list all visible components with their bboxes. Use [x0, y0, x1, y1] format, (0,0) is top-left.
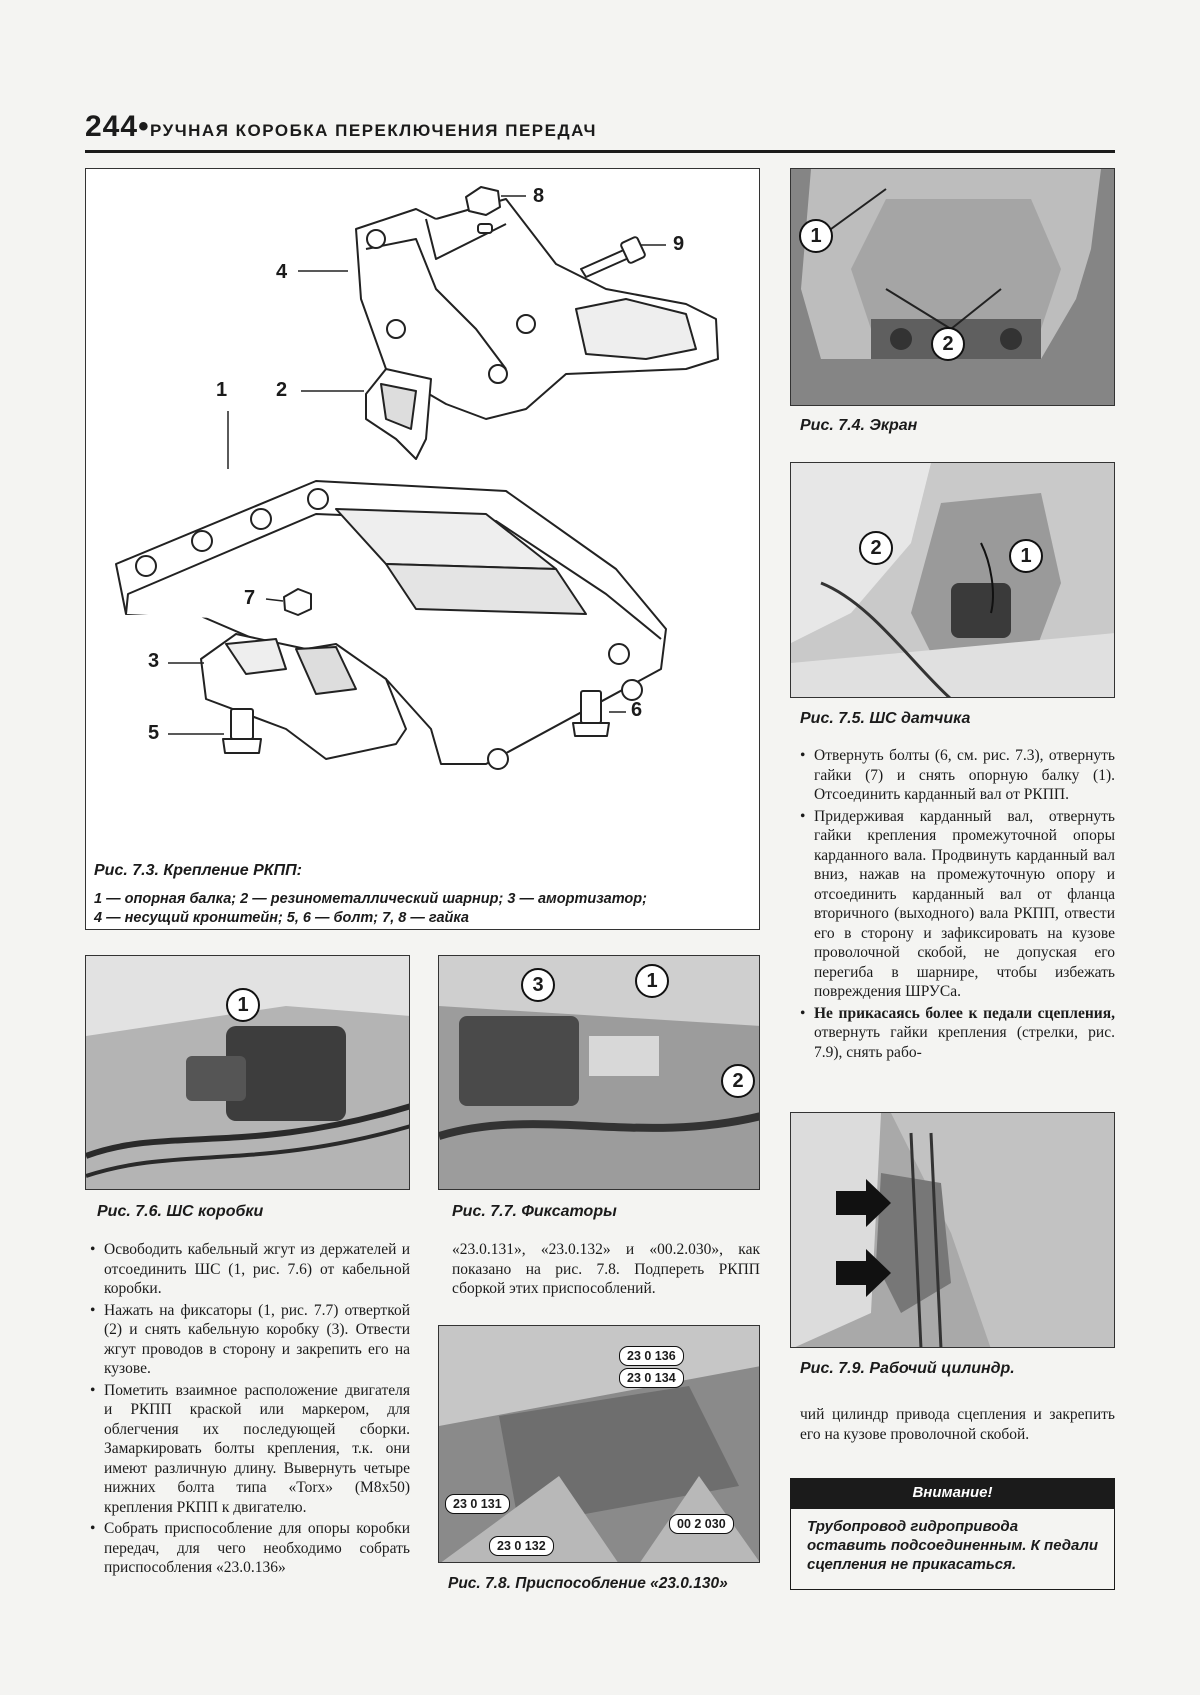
step-driveshaft: • Придерживая карданный вал, отвернуть гайки крепления промежуточной опоры карданного вала. Продвинуть карданный вал вниз, нажав на промежуточную опору и отсоединить карданный вал от фланца вторичного (выходного) вала РКПП, отвести его в сторону и зафиксировать на кузове проволочной скобой, не допуская его перегиба в шарнире, чтобы избежать повреждения ШРУСа.: [800, 807, 1115, 1002]
step-clutch-cylinder: [800, 1004, 1115, 1063]
photo-7-5: [790, 462, 1115, 698]
callout-2: 2: [931, 327, 965, 361]
label-3: 3: [148, 650, 160, 672]
callout-3: 3: [521, 968, 555, 1002]
warning-body: Трубопровод гидропривода оставить подсоединенным. К педали сцепления не прикасаться.: [790, 1508, 1115, 1590]
photo-7-7-image: [439, 956, 760, 1190]
figure-7-6-caption: Рис. 7.6. ШС коробки: [97, 1203, 264, 1220]
label-2: 2: [276, 379, 288, 401]
label-4: 4: [276, 261, 288, 283]
photo-7-8: [438, 1325, 760, 1563]
tool-tag-23-0-132: 23 0 132: [489, 1536, 554, 1556]
left-column-text: [90, 1240, 410, 1580]
photo-7-7: [438, 955, 760, 1190]
step-mark: • Пометить взаимное расположение двигателя и РКПП краской или маркером, для облегчения их последующей сборки. Замаркировать болты крепления, т.к. они имеют различную длину. Вывернуть четыре нижних болта типа «Torx» (M8x50) крепления РКПП к двигателю.: [90, 1381, 410, 1518]
callout-1: 1: [1009, 539, 1043, 573]
page-number: 244•: [85, 110, 150, 143]
figure-7-3-legend: [94, 890, 754, 928]
photo-7-4-image: [791, 169, 1115, 406]
photo-7-5-image: [791, 463, 1115, 698]
middle-column-text: «23.0.131», «23.0.132» и «00.2.030», как показано на рис. 7.8. Подпереть РКПП сборкой этих приспособлений.: [452, 1241, 760, 1297]
callout-1: 1: [635, 964, 669, 998]
figure-7-9-caption: Рис. 7.9. Рабочий цилиндр.: [800, 1360, 1015, 1377]
right-column-text: [800, 746, 1115, 1064]
step-rest: отвернуть гайки крепления (стрелки, рис. 7.9), снять рабо-: [814, 1024, 1115, 1061]
label-5: 5: [148, 722, 160, 744]
photo-7-9: [790, 1112, 1115, 1348]
header-rule: [85, 150, 1115, 153]
label-9: 9: [673, 233, 685, 255]
label-1: 1: [216, 379, 228, 401]
photo-7-4: [790, 168, 1115, 406]
tool-tag-00-2-030: 00 2 030: [669, 1514, 734, 1534]
callout-2: 2: [859, 531, 893, 565]
label-7: 7: [244, 587, 256, 609]
step-support: • Собрать приспособление для опоры коробки передач, для чего необходимо собрать приспособления «23.0.136»: [90, 1519, 410, 1578]
tool-tag-23-0-136: 23 0 136: [619, 1346, 684, 1366]
figure-7-3-caption: Рис. 7.3. Крепление РКПП:: [94, 862, 302, 879]
step-harness: • Освободить кабельный жгут из держателей и отсоединить ШС (1, рис. 7.6) от кабельной коробки.: [90, 1240, 410, 1299]
tool-tag-23-0-131: 23 0 131: [445, 1494, 510, 1514]
figure-7-8-caption: Рис. 7.8. Приспособление «23.0.130»: [448, 1575, 728, 1592]
callout-2: 2: [721, 1064, 755, 1098]
figure-7-4-caption: Рис. 7.4. Экран: [800, 417, 918, 434]
figure-7-3: [85, 168, 760, 930]
chapter-title: РУЧНАЯ КОРОБКА ПЕРЕКЛЮЧЕНИЯ ПЕРЕДАЧ: [150, 121, 598, 140]
figure-7-7-caption: Рис. 7.7. Фиксаторы: [452, 1203, 617, 1220]
warning-header: Внимание!: [790, 1478, 1115, 1508]
step-clips: • Нажать на фиксаторы (1, рис. 7.7) отверткой (2) и снять кабельную коробку (3). Отвести жгут проводов в сторону и закрепить его на кузове.: [90, 1301, 410, 1379]
legend-line-2: 4 — несущий кронштейн; 5, 6 — болт; 7, 8 — гайка: [94, 910, 469, 926]
right-column-continued: чий цилиндр привода сцепления и закрепить его на кузове проволочной скобой.: [800, 1406, 1115, 1443]
callout-1: 1: [226, 988, 260, 1022]
photo-7-6: [85, 955, 410, 1190]
photo-7-9-image: [791, 1113, 1115, 1348]
label-6: 6: [631, 699, 643, 721]
callout-1: 1: [799, 219, 833, 253]
transmission-mount-drawing: [86, 169, 758, 819]
label-8: 8: [533, 185, 545, 207]
tool-tag-23-0-134: 23 0 134: [619, 1368, 684, 1388]
step-remove-crossmember: • Отвернуть болты (6, см. рис. 7.3), отвернуть гайки (7) и снять опорную балку (1). Отсоединить карданный вал от РКПП.: [800, 746, 1115, 805]
step-warning-bold: Не прикасаясь более к педали сцепления,: [814, 1004, 1115, 1022]
figure-7-5-caption: Рис. 7.5. ШС датчика: [800, 710, 971, 727]
legend-line-1: 1 — опорная балка; 2 — резинометаллический шарнир; 3 — амортизатор;: [94, 891, 647, 907]
